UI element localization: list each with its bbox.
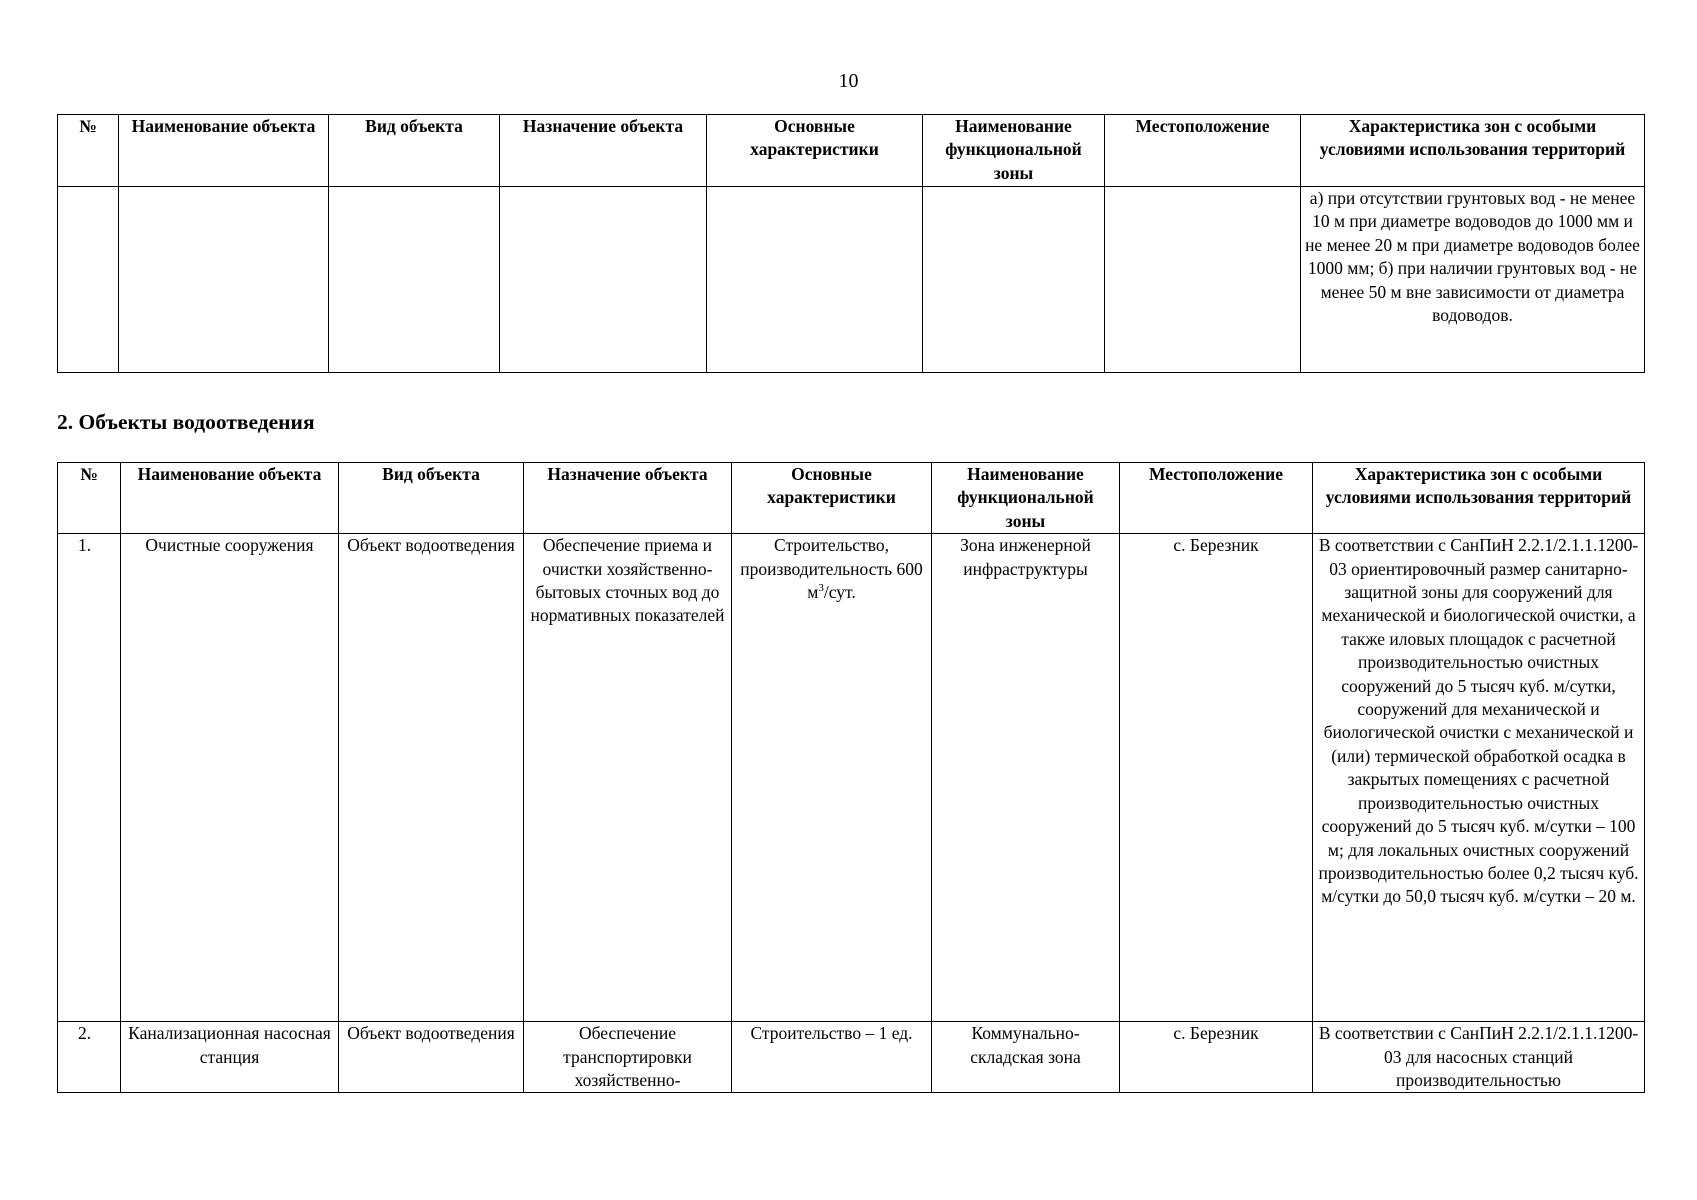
header-zone-char: Характеристика зон с особыми условиями использования территорий <box>1301 115 1645 187</box>
section-title: 2. Объекты водоотведения <box>57 410 315 434</box>
header-purpose: Назначение объекта <box>500 115 707 187</box>
header-number: № <box>58 463 121 534</box>
cell-empty <box>329 187 500 373</box>
cell-characteristics <box>732 534 932 1022</box>
table-row <box>58 187 1645 373</box>
characteristics-tail: /сут. <box>823 582 856 603</box>
cell-location: с. Березник <box>1120 1022 1313 1093</box>
cell-empty <box>500 187 707 373</box>
cell-kind: Объект водоотведения <box>339 534 524 1022</box>
header-characteristics: Основные характеристики <box>732 463 932 534</box>
cell-zone-char: а) при отсутствии грунтовых вод - не менее 10 м при диаметре водоводов до 1000 мм и не менее 20 м при диаметре водоводов более 1000 мм; б) при наличии грунтовых вод - не менее 50 м вне зависимости от диаметра водоводов. <box>1301 187 1645 373</box>
cell-name: Канализационная насосная станция <box>121 1022 339 1093</box>
header-location: Местоположение <box>1105 115 1301 187</box>
cell-number: 2. <box>58 1022 121 1093</box>
table-wastewater <box>57 462 1645 1093</box>
cell-number: 1. <box>58 534 121 1022</box>
cell-zone-char: В соответствии с СанПиН 2.2.1/2.1.1.1200-03 для насосных станций производительностью <box>1313 1022 1645 1093</box>
cell-purpose: Обеспечение приема и очистки хозяйственно-бытовых сточных вод до нормативных показателей <box>524 534 732 1022</box>
cell-empty <box>58 187 119 373</box>
cell-empty <box>119 187 329 373</box>
header-location: Местоположение <box>1120 463 1313 534</box>
table-header-row <box>58 463 1645 534</box>
cell-name: Очистные сооружения <box>121 534 339 1022</box>
cell-empty <box>923 187 1105 373</box>
cell-zone-name: Зона инженерной инфраструктуры <box>932 534 1120 1022</box>
header-number: № <box>58 115 119 187</box>
cell-characteristics: Строительство – 1 ед. <box>732 1022 932 1093</box>
table-header-row <box>58 115 1645 187</box>
header-characteristics: Основные характеристики <box>707 115 923 187</box>
cell-empty <box>1105 187 1301 373</box>
cell-purpose: Обеспечение транспортировки хозяйственно- <box>524 1022 732 1093</box>
header-zone-name: Наименование функциональной зоны <box>923 115 1105 187</box>
cell-location: с. Березник <box>1120 534 1313 1022</box>
table-row <box>58 1022 1645 1093</box>
table-row <box>58 534 1645 1022</box>
cell-zone-char: В соответствии с СанПиН 2.2.1/2.1.1.1200-03 ориентировочный размер санитарно-защитной зоны для сооружений для механической и биологической очистки, а также иловых площадок с расчетной производительностью очистных сооружений до 5 тысяч куб. м/сутки, сооружений для механической и биологической очистки с механической и (или) термической обработкой осадка в закрытых помещениях с расчетной производительностью очистных сооружений до 5 тысяч куб. м/сутки – 100 м; для локальных очистных сооружений производительностью более 0,2 тысяч куб. м/сутки до 50,0 тысяч куб. м/сутки – 20 м. <box>1313 534 1645 1022</box>
characteristics-superscript: 3 <box>818 582 824 595</box>
page-number: 10 <box>838 70 859 92</box>
cell-kind: Объект водоотведения <box>339 1022 524 1093</box>
header-zone-name: Наименование функциональной зоны <box>932 463 1120 534</box>
header-name: Наименование объекта <box>119 115 329 187</box>
table-continuation <box>57 114 1645 373</box>
header-kind: Вид объекта <box>339 463 524 534</box>
header-purpose: Назначение объекта <box>524 463 732 534</box>
characteristics-main: Строительство, производительность 600 м <box>740 535 923 603</box>
header-name: Наименование объекта <box>121 463 339 534</box>
header-zone-char: Характеристика зон с особыми условиями использования территорий <box>1313 463 1645 534</box>
header-kind: Вид объекта <box>329 115 500 187</box>
cell-zone-name: Коммунально-складская зона <box>932 1022 1120 1093</box>
cell-empty <box>707 187 923 373</box>
